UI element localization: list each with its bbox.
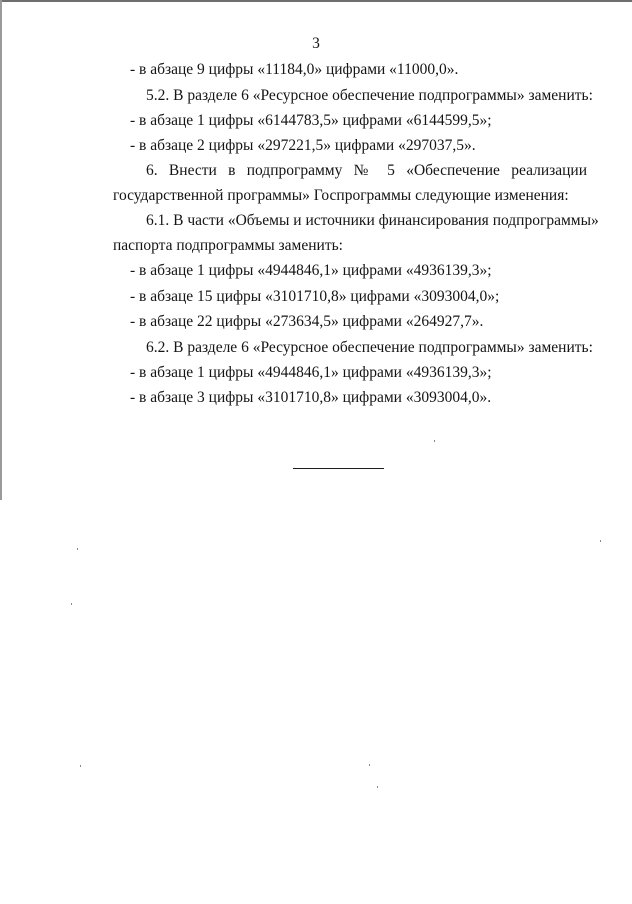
scan-speck — [434, 440, 435, 442]
text-line-abzac-1-5-2: - в абзаце 1 цифры «6144783,5» цифрами «6144599,5»; — [130, 112, 492, 129]
text-line-6-2: 6.2. В разделе 6 «Ресурсное обеспечение подпрограммы» заменить: — [146, 339, 593, 356]
paragraph-6-1-line-2: паспорта подпрограммы заменить: — [113, 237, 343, 254]
text-line-abzac-9: - в абзаце 9 цифры «11184,0» цифрами «11000,0». — [130, 61, 459, 78]
scan-top-edge — [0, 0, 632, 2]
scan-speck — [600, 540, 601, 542]
scan-speck — [377, 786, 378, 788]
scan-speck — [77, 548, 78, 550]
paragraph-6 — [130, 162, 587, 180]
text-line-abzac-2-5-2: - в абзаце 2 цифры «297221,5» цифрами «297037,5». — [130, 137, 476, 154]
text-line-5-2: 5.2. В разделе 6 «Ресурсное обеспечение подпрограммы» заменить: — [146, 87, 593, 104]
scan-speck — [80, 765, 81, 767]
text-line-abzac-1-6-2: - в абзаце 1 цифры «4944846,1» цифрами «4936139,3»; — [130, 364, 492, 381]
paragraph-6-1 — [146, 212, 599, 230]
text-line-abzac-3-6-2: - в абзаце 3 цифры «3101710,8» цифрами «3093004,0». — [130, 389, 492, 406]
scan-speck — [369, 764, 370, 766]
page-number: 3 — [312, 35, 320, 52]
text-line-abzac-22-6-1: - в абзаце 22 цифры «273634,5» цифрами «264927,7». — [130, 313, 484, 330]
paragraph-6-line-1: 6. Внести в подпрограмму № 5 «Обеспечение реализации — [146, 162, 587, 179]
closing-rule — [293, 468, 384, 469]
text-line-abzac-15-6-1: - в абзаце 15 цифры «3101710,8» цифрами «3093004,0»; — [130, 288, 500, 305]
paragraph-6-line-2: государственной программы» Госпрограммы следующие изменения: — [113, 187, 569, 204]
scan-left-edge — [0, 0, 2, 500]
text-line-abzac-1-6-1: - в абзаце 1 цифры «4944846,1» цифрами «4936139,3»; — [130, 262, 492, 279]
scan-speck — [71, 603, 72, 605]
paragraph-6-1-line-1: 6.1. В части «Объемы и источники финансирования подпрограммы» — [146, 212, 599, 229]
